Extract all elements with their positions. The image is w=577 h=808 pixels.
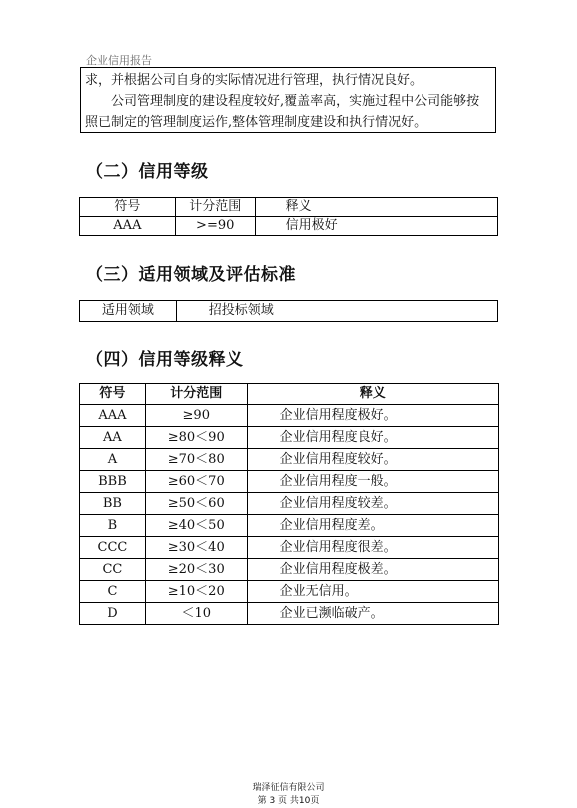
- cell-meaning: 企业信用程度很差。: [247, 537, 498, 559]
- cell-symbol: C: [80, 581, 146, 603]
- table-row: [80, 559, 499, 581]
- footer-page-number: 第 3 页 共10页: [257, 796, 320, 806]
- credit-level-table: [79, 197, 498, 236]
- cell-meaning: 企业无信用。: [247, 581, 498, 603]
- cell-symbol: BB: [80, 493, 146, 515]
- cell-symbol: AAA: [80, 405, 146, 427]
- header-cell-score-range: 计分范围: [175, 198, 255, 217]
- table-row: [80, 515, 499, 537]
- cell-score-range: ≥20＜30: [145, 559, 247, 581]
- cell-meaning: 企业信用程度一般。: [247, 471, 498, 493]
- cell-score-range: ≥60＜70: [145, 471, 247, 493]
- cell-meaning: 企业信用程度良好。: [247, 427, 498, 449]
- cell-symbol: CC: [80, 559, 146, 581]
- page-header: 企业信用报告: [86, 54, 152, 67]
- cell-score-range: ≥40＜50: [145, 515, 247, 537]
- header-cell-symbol: 符号: [80, 384, 146, 405]
- cell-scope-value: 招投标领域: [176, 301, 497, 322]
- table-header-row: [80, 198, 498, 217]
- cell-score-range: ＜10: [145, 603, 247, 625]
- table-row: [80, 537, 499, 559]
- cell-score-range: ≥70＜80: [145, 449, 247, 471]
- intro-line-1: 求，并根据公司自身的实际情况进行管理，执行情况良好。: [85, 73, 424, 88]
- table-row: [80, 405, 499, 427]
- cell-meaning: 企业信用程度较好。: [247, 449, 498, 471]
- header-cell-score-range: 计分范围: [145, 384, 247, 405]
- cell-scope-label: 适用领域: [80, 301, 177, 322]
- intro-box: [80, 67, 496, 133]
- cell-symbol: AAA: [80, 217, 176, 236]
- cell-meaning: 企业已濒临破产。: [247, 603, 498, 625]
- cell-score-range: ≥30＜40: [145, 537, 247, 559]
- cell-score-range: ≥80＜90: [145, 427, 247, 449]
- cell-meaning: 企业信用程度极好。: [247, 405, 498, 427]
- table-row: [80, 603, 499, 625]
- cell-symbol: B: [80, 515, 146, 537]
- footer-company: 瑞泽征信有限公司: [252, 783, 325, 793]
- table-row: [80, 449, 499, 471]
- section-title-level-definitions: （四）信用等级释义: [86, 350, 244, 370]
- header-cell-meaning: 释义: [255, 198, 497, 217]
- section-title-credit-level: （二）信用等级: [86, 162, 209, 182]
- table-row: [80, 301, 498, 322]
- cell-symbol: BBB: [80, 471, 146, 493]
- header-cell-meaning: 释义: [247, 384, 498, 405]
- table-row: [80, 217, 498, 236]
- table-header-row: [80, 384, 499, 405]
- table-row: [80, 493, 499, 515]
- cell-score-range: ≥90: [145, 405, 247, 427]
- cell-symbol: CCC: [80, 537, 146, 559]
- intro-paragraph-2: 公司管理制度的建设程度较好,覆盖率高，实施过程中公司能够按照已制定的管理制度运作,整体管理制度建设和执行情况好。: [85, 94, 480, 130]
- cell-score-range: >=90: [175, 217, 255, 236]
- cell-score-range: ≥10＜20: [145, 581, 247, 603]
- level-definition-rows: [80, 405, 499, 625]
- header-cell-symbol: 符号: [80, 198, 176, 217]
- cell-symbol: AA: [80, 427, 146, 449]
- scope-table: [79, 300, 498, 322]
- cell-meaning: 信用极好: [255, 217, 497, 236]
- cell-symbol: A: [80, 449, 146, 471]
- cell-symbol: D: [80, 603, 146, 625]
- cell-meaning: 企业信用程度差。: [247, 515, 498, 537]
- section-title-scope: （三）适用领域及评估标准: [86, 265, 296, 285]
- level-definition-table: [79, 383, 499, 625]
- table-row: [80, 427, 499, 449]
- cell-score-range: ≥50＜60: [145, 493, 247, 515]
- table-row: [80, 581, 499, 603]
- cell-meaning: 企业信用程度较差。: [247, 493, 498, 515]
- table-row: [80, 471, 499, 493]
- cell-meaning: 企业信用程度极差。: [247, 559, 498, 581]
